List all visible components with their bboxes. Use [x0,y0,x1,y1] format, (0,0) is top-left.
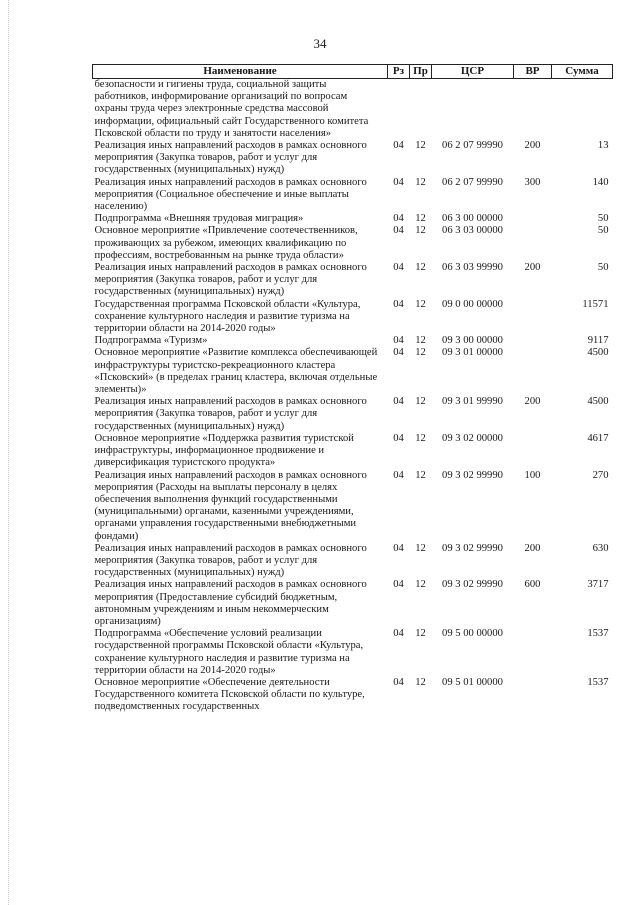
header-vr: ВР [514,65,552,79]
cell-rz: 04 [393,396,404,408]
cell-vr [514,347,552,396]
cell-pr [410,79,432,141]
cell-pr: 12 [415,396,426,408]
cell-pr: 12 [415,140,426,152]
cell-vr [514,299,552,336]
cell-pr: 12 [415,176,426,188]
table-row [93,579,613,628]
cell-pr: 12 [415,262,426,274]
cell-vr [514,628,552,677]
table-row [93,677,613,714]
cell-csr: 09 3 00 00000 [442,335,503,347]
cell-pr: 12 [415,542,426,554]
cell-csr: 06 2 07 99990 [442,140,503,152]
cell-pr: 12 [415,469,426,481]
table-row [93,543,613,580]
table-row [93,470,613,543]
table-row [93,433,613,470]
cell-sum: 50 [597,262,609,274]
table-row [93,225,613,262]
cell-sum [552,79,613,141]
cell-sum: 4500 [587,347,609,359]
cell-rz: 04 [393,542,404,554]
cell-sum: 13 [597,140,609,152]
table-row [93,177,613,214]
cell-vr: 200 [524,396,541,408]
cell-sum: 50 [597,213,609,225]
cell-rz: 04 [393,262,404,274]
cell-csr: 09 3 01 99990 [442,396,503,408]
cell-rz [388,79,410,141]
cell-vr: 100 [524,469,541,481]
cell-rz: 04 [393,469,404,481]
cell-name: Подпрограмма «Туризм» [94,335,208,347]
header-name: Наименование [93,65,388,79]
table-row [93,140,613,177]
cell-vr [514,433,552,470]
cell-rz: 04 [393,335,404,347]
cell-name: Реализация иных направлений расходов в рамках основного мероприятия (Закупка товаров, работ и услуг для государственных (муниципальных) нужд) [94,396,367,432]
cell-sum: 630 [592,542,609,554]
cell-sum: 1537 [587,628,609,640]
cell-name: Реализация иных направлений расходов в рамках основного мероприятия (Закупка товаров, работ и услуг для государственных (муниципальных) нужд) [94,542,367,579]
cell-vr: 300 [524,176,541,188]
table-row [93,213,613,225]
cell-name: Основное мероприятие «Поддержка развития туристской инфраструктуры, информационное продвижение и диверсификация туристского продукта» [94,432,354,469]
cell-vr [514,225,552,262]
cell-vr [514,335,552,347]
cell-pr: 12 [415,579,426,591]
cell-name: Основное мероприятие «Обеспечение деятельности Государственного комитета Псковской области по культуре, подведомственных государственных [94,676,365,713]
cell-vr [514,677,552,714]
cell-name: Реализация иных направлений расходов в рамках основного мероприятия (Закупка товаров, работ и услуг для государственных (муниципальных) нужд) [94,140,367,176]
cell-sum: 4500 [587,396,609,408]
cell-vr: 200 [524,140,541,152]
cell-name: Реализация иных направлений расходов в рамках основного мероприятия (Расходы на выплаты персоналу в целях обеспечения выполнения функций государственными (муниципальными) органами, казенными учреждениями, органами управления государственными внебюджетными фондами) [94,469,367,542]
cell-pr: 12 [415,432,426,444]
cell-rz: 04 [393,676,404,688]
cell-pr: 12 [415,213,426,225]
cell-csr: 09 5 01 00000 [442,676,503,688]
budget-table [92,64,613,714]
table-row [93,262,613,299]
cell-rz: 04 [393,298,404,310]
cell-csr: 09 3 02 00000 [442,432,503,444]
table-body [93,79,613,714]
cell-rz: 04 [393,628,404,640]
table-row [93,299,613,336]
header-csr: ЦСР [432,65,514,79]
cell-csr: 06 3 03 00000 [442,225,503,237]
cell-pr: 12 [415,347,426,359]
cell-rz: 04 [393,579,404,591]
cell-csr: 09 3 02 99990 [442,469,503,481]
cell-csr: 09 3 01 00000 [442,347,503,359]
cell-vr: 600 [524,579,541,591]
header-pr: Пр [410,65,432,79]
table-row [93,628,613,677]
cell-sum: 270 [592,469,609,481]
cell-name: Подпрограмма «Обеспечение условий реализации государственной программы Псковской области «Культура, сохранение культурного наследия и развитие туризма на территории области на 2014-2020 годы» [94,628,364,676]
cell-vr [514,79,552,141]
cell-rz: 04 [393,140,404,152]
header-sum: Сумма [552,65,613,79]
cell-name: Реализация иных направлений расходов в рамках основного мероприятия (Закупка товаров, работ и услуг для государственных (муниципальных) нужд) [94,262,367,298]
cell-name: безопасности и гигиены труда, социальной защиты работников, информирование организаций по вопросам охраны труда через электронные средства массовой информации, официальный сайт Государственного комитета Псковской области по труду и занятости населения» [94,79,369,139]
cell-sum: 3717 [587,579,609,591]
cell-sum: 140 [592,176,609,188]
budget-table-container [92,64,612,714]
cell-csr: 06 3 03 99990 [442,262,503,274]
cell-vr: 200 [524,262,541,274]
cell-rz: 04 [393,213,404,225]
table-header [93,65,613,79]
page-edge-line [8,0,10,905]
cell-pr: 12 [415,225,426,237]
header-rz: Рз [388,65,410,79]
cell-csr: 09 3 02 99990 [442,542,503,554]
cell-vr [514,213,552,225]
cell-vr: 200 [524,542,541,554]
table-row [93,396,613,433]
cell-pr: 12 [415,335,426,347]
cell-rz: 04 [393,432,404,444]
cell-sum: 11571 [582,298,609,310]
table-row [93,335,613,347]
cell-name: Основное мероприятие «Привлечение соотечественников, проживающих за рубежом, имеющих квалификацию по профессиям, востребованным на рынке труда области» [94,225,358,261]
cell-sum: 4617 [587,432,609,444]
cell-csr: 06 2 07 99990 [442,176,503,188]
cell-pr: 12 [415,676,426,688]
cell-pr: 12 [415,298,426,310]
cell-sum: 9117 [587,335,609,347]
cell-csr: 09 0 00 00000 [442,298,503,310]
cell-rz: 04 [393,225,404,237]
cell-name: Государственная программа Псковской области «Культура, сохранение культурного наследия и развитие туризма на территории области на 2014-2020 годы» [94,298,361,335]
cell-sum: 50 [597,225,609,237]
table-row [93,347,613,396]
cell-csr: 06 3 00 00000 [442,213,503,225]
cell-name: Реализация иных направлений расходов в рамках основного мероприятия (Социальное обеспечение и иные выплаты населению) [94,176,367,213]
cell-rz: 04 [393,347,404,359]
page-number: 34 [313,36,327,51]
cell-pr: 12 [415,628,426,640]
cell-name: Реализация иных направлений расходов в рамках основного мероприятия (Предоставление субсидий бюджетным, автономным учреждениям и иным некоммерческим организациям) [94,579,367,627]
cell-sum: 1537 [587,676,609,688]
cell-csr: 09 3 02 99990 [442,579,503,591]
table-row [93,79,613,141]
cell-rz: 04 [393,176,404,188]
cell-csr: 09 5 00 00000 [442,628,503,640]
cell-name: Основное мероприятие «Развитие комплекса обеспечивающей инфраструктуры туристско-рекреационного кластера «Псковский» (в пределах границ кластера, включая отдельные элементы)» [94,347,378,396]
cell-csr [432,79,514,141]
cell-name: Подпрограмма «Внешняя трудовая миграция» [94,213,304,225]
